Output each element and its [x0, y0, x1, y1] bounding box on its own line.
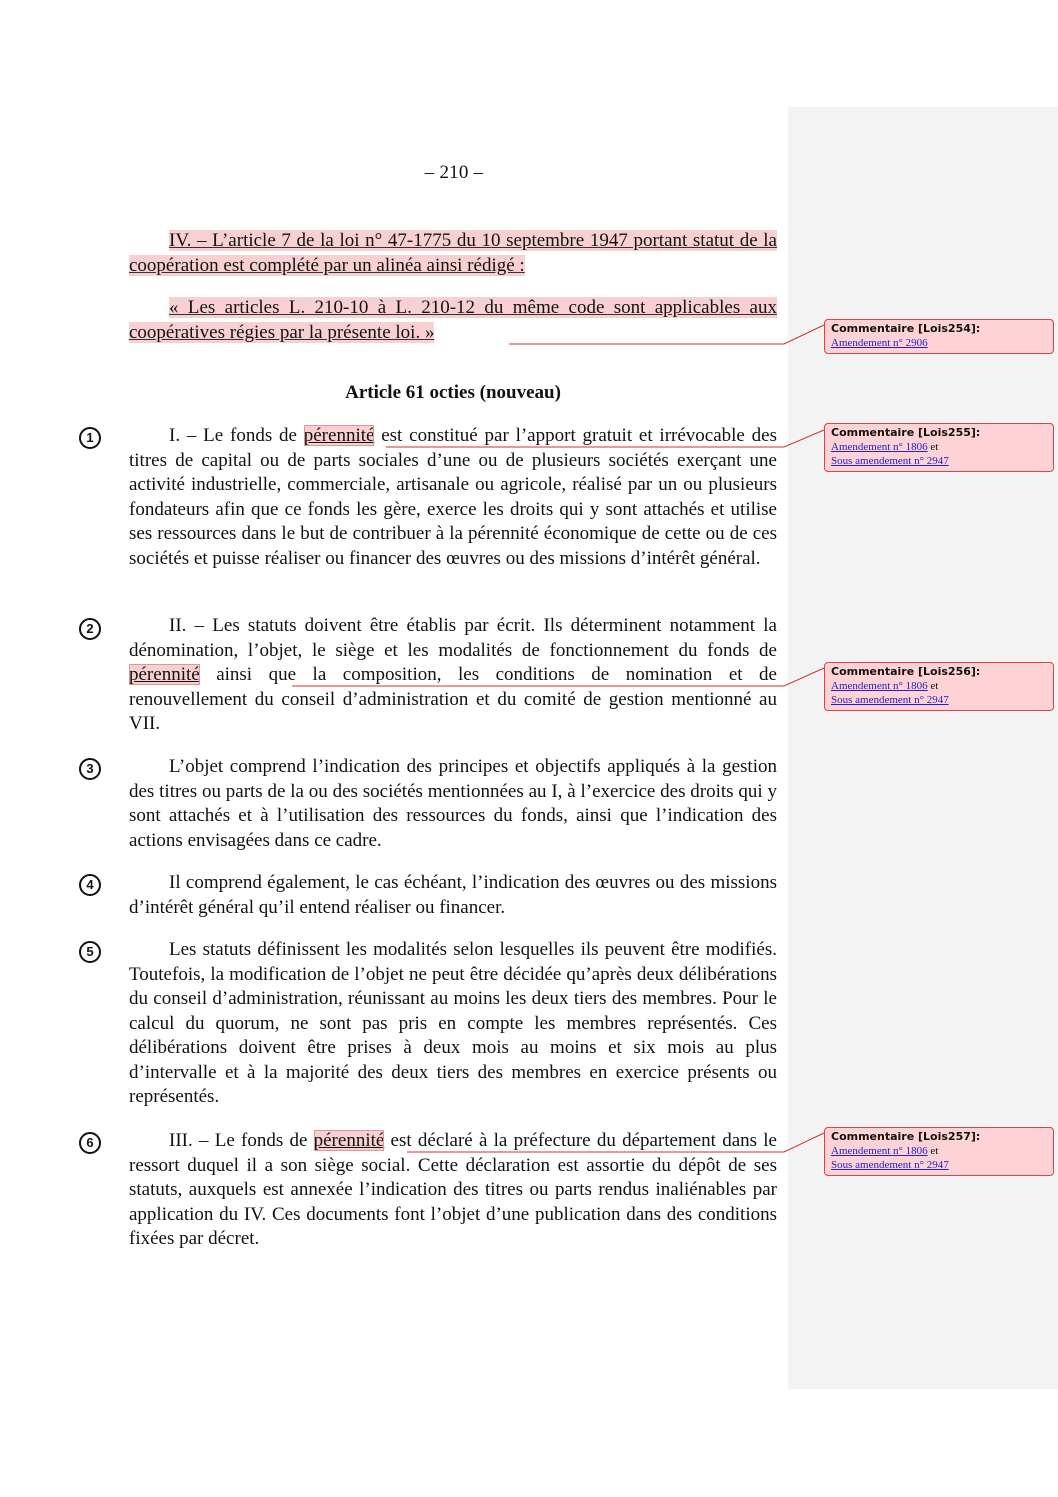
comment-title: Commentaire [Lois254]: [831, 322, 981, 335]
section-iv-paragraph-1 [129, 229, 777, 278]
conjunction-text: et [927, 1145, 939, 1157]
sub-amendment-link[interactable]: Sous amendement n° 2947 [831, 1159, 949, 1171]
alinea-number-4: 4 [79, 874, 101, 896]
amendment-link[interactable]: Amendement n° 1806 [831, 441, 928, 453]
alinea-3: L’objet comprend l’indication des principes et objectifs appliqués à la gestion des titres ou parts de la ou des sociétés mentionnées au I, à l’exercice des droits qui y sont attachés et à l’utilisation des ressources du fonds, ainsi que l’indication des actions envisagées dans ce cadre. [129, 756, 777, 851]
sub-amendment-link[interactable]: Sous amendement n° 2947 [831, 694, 949, 706]
tracked-change-highlight[interactable]: pérennité [313, 1130, 385, 1151]
comment-lois257[interactable] [824, 1127, 1054, 1176]
conjunction-text: et [927, 441, 939, 453]
sub-amendment-link[interactable]: Sous amendement n° 2947 [831, 455, 949, 467]
amendment-link[interactable]: Amendement n° 2906 [831, 337, 928, 349]
alinea-number-2: 2 [79, 618, 101, 640]
tracked-change-highlight[interactable]: pérennité [129, 664, 200, 685]
alinea-5: Les statuts définissent les modalités selon lesquelles ils peuvent être modifiés. Toutefois, la modification de l’objet ne peut être décidée qu’après deux délibérations du conseil d’administration, réunissant au moins les deux tiers des membres. Pour le calcul du quorum, ne sont pas pris en compte les membres représentés. Ces délibérations doivent être prises à deux mois au moins et six mois au plus d’intervalle et à la majorité des deux tiers des membres en exercice présents ou représentés. [129, 939, 777, 1107]
alinea-number-3: 3 [79, 758, 101, 780]
page-number: – 210 – [424, 162, 484, 183]
tracked-insertion[interactable]: IV. – L’article 7 de la loi n° 47-1775 du 10 septembre 1947 portant statut de la coopération est complété par un alinéa ainsi rédigé : [129, 230, 777, 276]
comment-margin-panel [788, 107, 1058, 1389]
comment-lois254[interactable] [824, 319, 1054, 354]
alinea-4: Il comprend également, le cas échéant, l’indication des œuvres ou des missions d’intérêt général qu’il entend réaliser ou financer. [129, 872, 777, 918]
comment-lois255[interactable] [824, 423, 1054, 472]
tracked-insertion[interactable]: « Les articles L. 210-10 à L. 210-12 du même code sont applicables aux coopératives régies par la présente loi. » [129, 297, 777, 343]
comment-title: Commentaire [Lois255]: [831, 426, 981, 439]
conjunction-text: et [927, 680, 939, 692]
amendment-link[interactable]: Amendement n° 1806 [831, 680, 928, 692]
section-iv-paragraph-2 [129, 296, 777, 345]
amendment-link[interactable]: Amendement n° 1806 [831, 1145, 928, 1157]
alinea-2: II. – Les statuts doivent être établis par écrit. Ils déterminent notamment la dénomination, l’objet, le siège et les modalités de fonctionnement du fonds de pérennité ainsi que la composition, les conditions de nomination et de renouvellement du conseil d’administration et du comité de gestion mentionné au VII. [129, 615, 777, 734]
alinea-6: III. – Le fonds de pérennité est déclaré à la préfecture du département dans le ressort duquel il a son siège social. Cette déclaration est assortie du dépôt de ses statuts, auxquels est annexée l’indication des titres ou parts rendus inaliénables par application du IV. Ces documents font l’objet d’une publication dans des conditions fixées par décret. [129, 1130, 777, 1249]
alinea-number-5: 5 [79, 941, 101, 963]
comment-lois256[interactable] [824, 662, 1054, 711]
alinea-1: I. – Le fonds de pérennité est constitué par l’apport gratuit et irrévocable des titres de capital ou de parts sociales d’une ou de plusieurs sociétés exerçant une activité industrielle, commerciale, artisanale ou agricole, réalisé par un ou plusieurs fondateurs afin que ce fonds les gère, exerce les droits qui y sont attachés et utilise ses ressources dans le but de contribuer à la pérennité économique de cette ou de ces sociétés et puisse réaliser ou financer des œuvres ou des missions d’intérêt général. [129, 425, 777, 569]
alinea-number-1: 1 [79, 427, 101, 449]
alinea-number-6: 6 [79, 1132, 101, 1154]
comment-title: Commentaire [Lois256]: [831, 665, 981, 678]
comment-title: Commentaire [Lois257]: [831, 1130, 981, 1143]
tracked-change-highlight[interactable]: pérennité [303, 425, 375, 446]
article-title: Article 61 octies (nouveau) [345, 382, 561, 403]
